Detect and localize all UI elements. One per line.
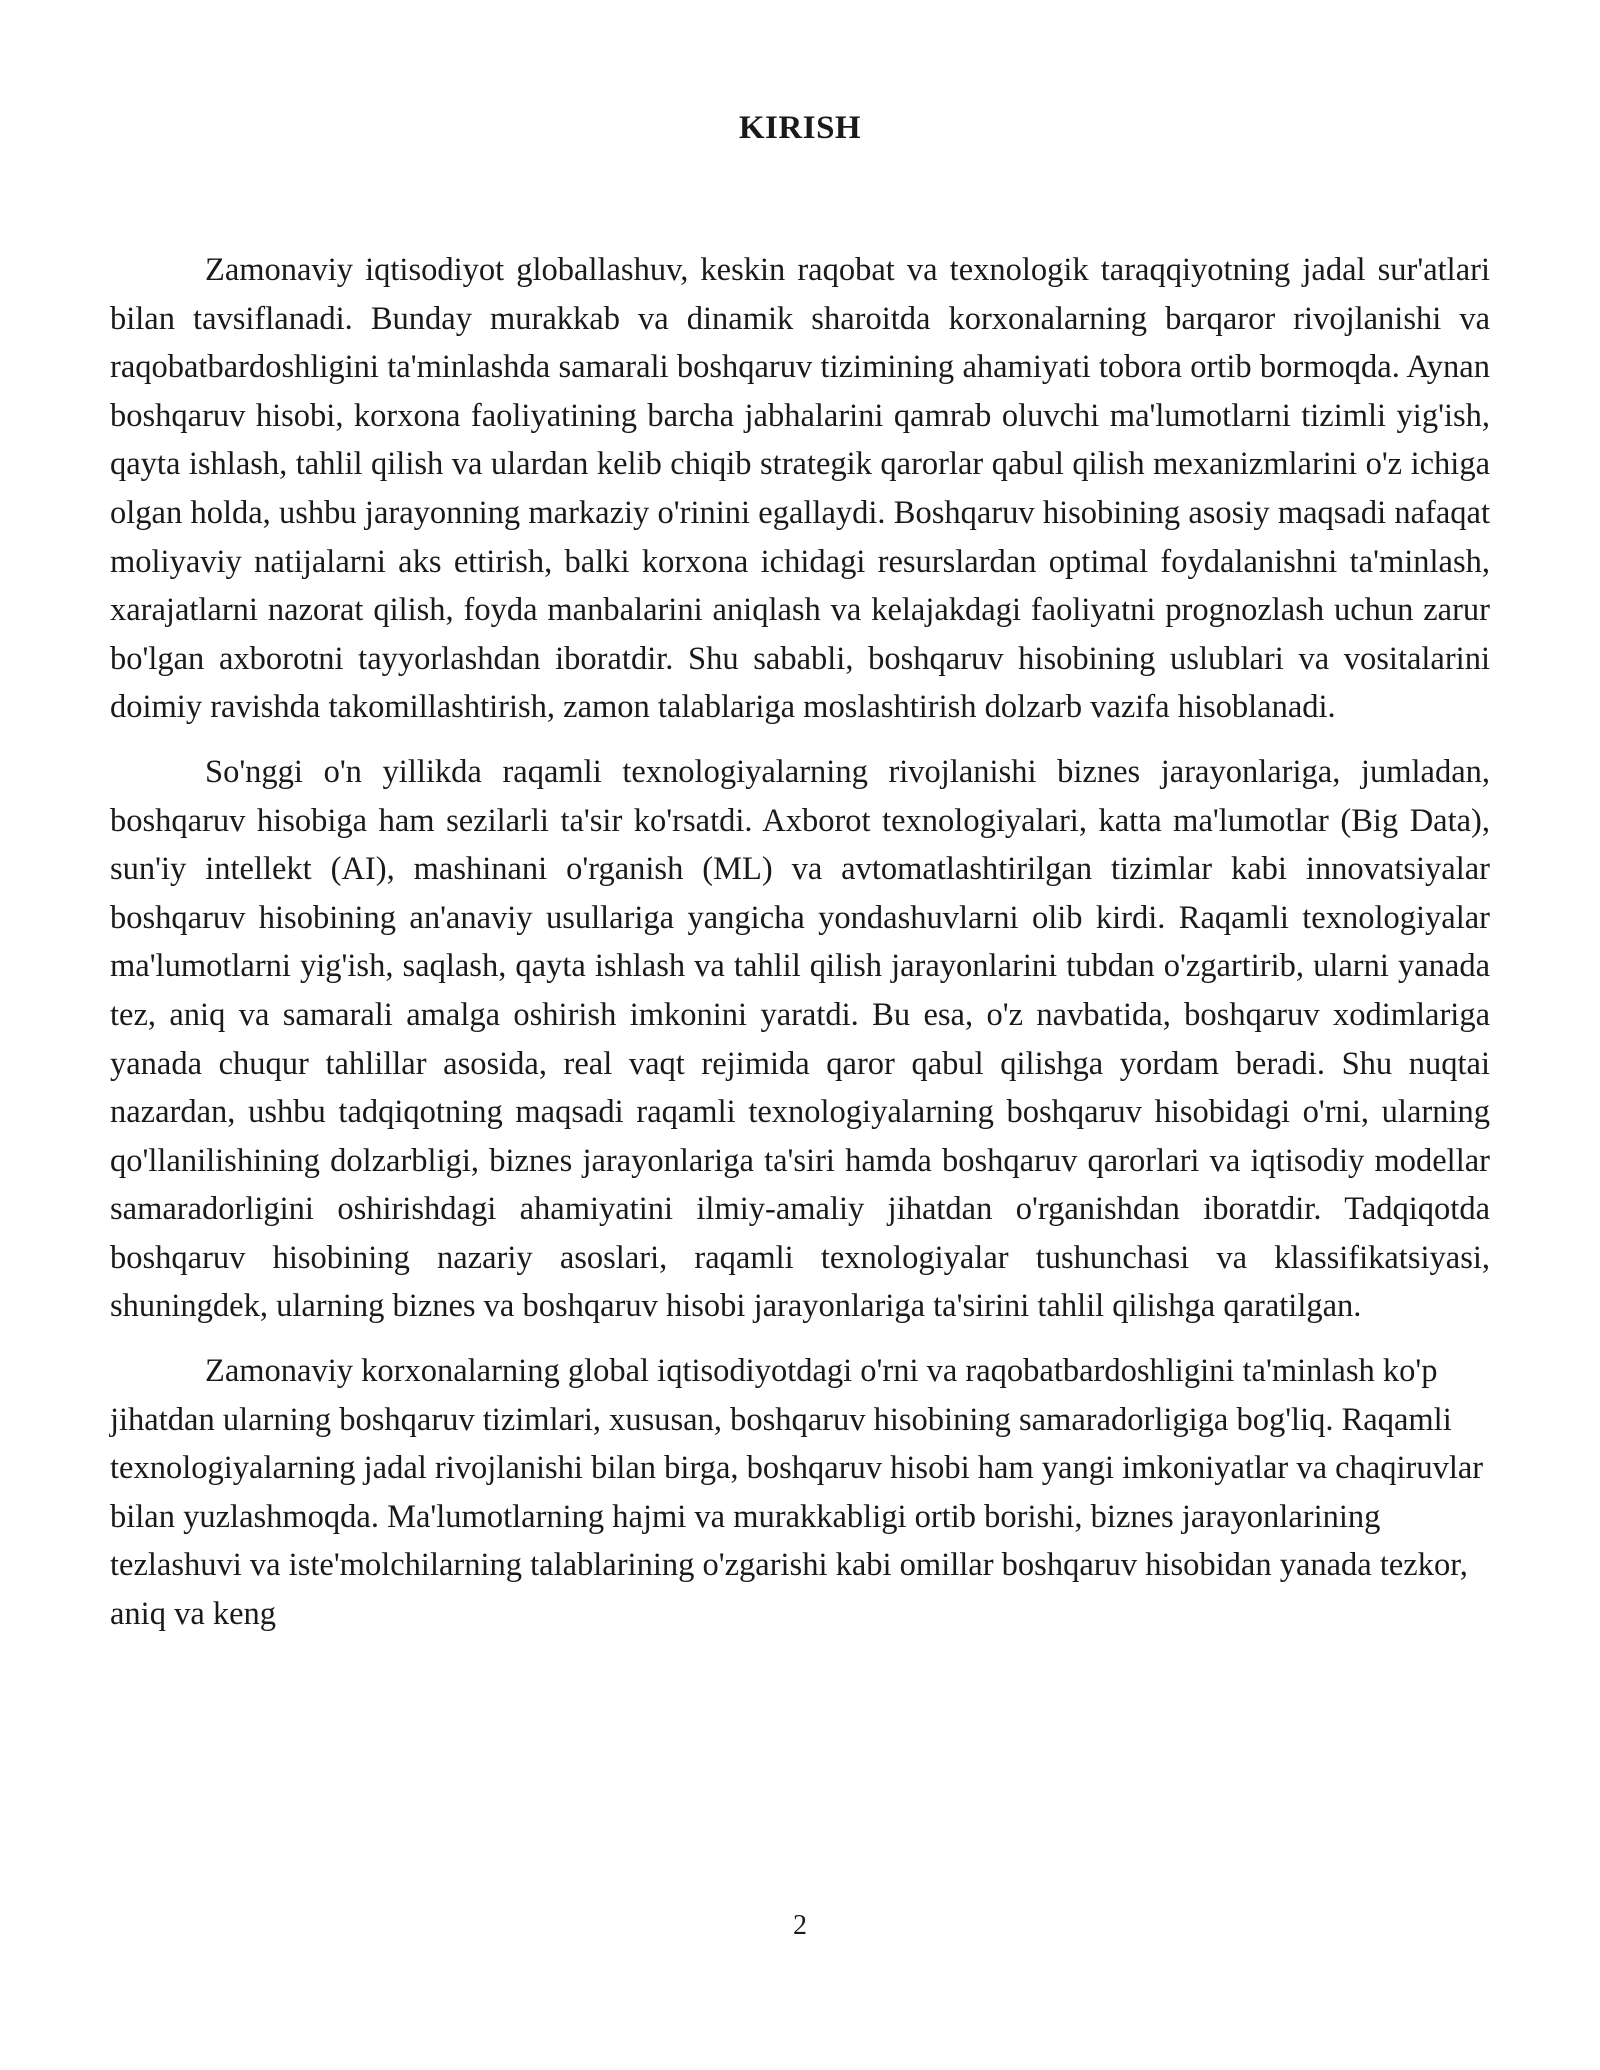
paragraph-1: Zamonaviy iqtisodiyot globallashuv, keskin raqobat va texnologik taraqqiyotning jadal sur'atlari bilan tavsiflanadi. Bunday murakkab va dinamik sharoitda korxonalarning barqaror rivojlanishi va raqobatbardoshligini ta'minlashda samarali boshqaruv tizimining ahamiyati tobora ortib bormoqda. Aynan boshqaruv hisobi, korxona faoliyatining barcha jabhalarini qamrab oluvchi ma'lumotlarni tizimli yig'ish, qayta ishlash, tahlil qilish va ulardan kelib chiqib strategik qarorlar qabul qilish mexanizmlarini o'z ichiga olgan holda, ushbu jarayonning markaziy o'rinini egallaydi. Boshqaruv hisobining asosiy maqsadi nafaqat moliyaviy natijalarni aks ettirish, balki korxona ichidagi resurslardan optimal foydalanishni ta'minlash, xarajatlarni nazorat qilish, foyda manbalarini aniqlash va kelajakdagi faoliyatni prognozlash uchun zarur bo'lgan axborotni tayyorlashdan iboratdir. Shu sababli, boshqaruv hisobining uslublari va vositalarini doimiy ravishda takomillashtirish, zamon talablariga moslashtirish dolzarb vazifa hisoblanadi.	[110, 252, 1490, 726]
body-text	[110, 246, 1490, 1655]
page-title: KIRISH	[738, 110, 862, 146]
paragraph-2: So'nggi o'n yillikda raqamli texnologiyalarning rivojlanishi biznes jarayonlariga, jumladan, boshqaruv hisobiga ham sezilarli ta'sir ko'rsatdi. Axborot texnologiyalari, katta ma'lumotlar (Big Data), sun'iy intellekt (AI), mashinani o'rganish (ML) va avtomatlashtirilgan tizimlar kabi innovatsiyalar boshqaruv hisobining an'anaviy usullariga yangicha yondashuvlarni olib kirdi. Raqamli texnologiyalar ma'lumotlarni yig'ish, saqlash, qayta ishlash va tahlil qilish jarayonlarini tubdan o'zgartirib, ularni yanada tez, aniq va samarali amalga oshirish imkonini yaratdi. Bu esa, o'z navbatida, boshqaruv xodimlariga yanada chuqur tahlillar asosida, real vaqt rejimida qaror qabul qilishga yordam beradi. Shu nuqtai nazardan, ushbu tadqiqotning maqsadi raqamli texnologiyalarning boshqaruv hisobidagi o'rni, ularning qo'llanilishining dolzarbligi, biznes jarayonlariga ta'siri hamda boshqaruv qarorlari va iqtisodiy modellar samaradorligini oshirishdagi ahamiyatini ilmiy-amaliy jihatdan o'rganishdan iboratdir. Tadqiqotda boshqaruv hisobining nazariy asoslari, raqamli texnologiyalar tushunchasi va klassifikatsiyasi, shuningdek, ularning biznes va boshqaruv hisobi jarayonlariga ta'sirini tahlil qilishga qaratilgan.	[110, 753, 1490, 1325]
page-number: 2	[793, 1910, 807, 1941]
paragraph-3: Zamonaviy korxonalarning global iqtisodiyotdagi o'rni va raqobatbardoshligini ta'minlash ko'p jihatdan ularning boshqaruv tizimlari, xususan, boshqaruv hisobining samaradorligiga bog'liq. Raqamli texnologiyalarning jadal rivojlanishi bilan birga, boshqaruv hisobi ham yangi imkoniyatlar va chaqiruvlar bilan yuzlashmoqda. Ma'lumotlarning hajmi va murakkabligi ortib borishi, biznes jarayonlarining tezlashuvi va iste'molchilarning talablarining o'zgarishi kabi omillar boshqaruv hisobidan yanada tezkor, aniq va keng	[110, 1353, 1484, 1633]
